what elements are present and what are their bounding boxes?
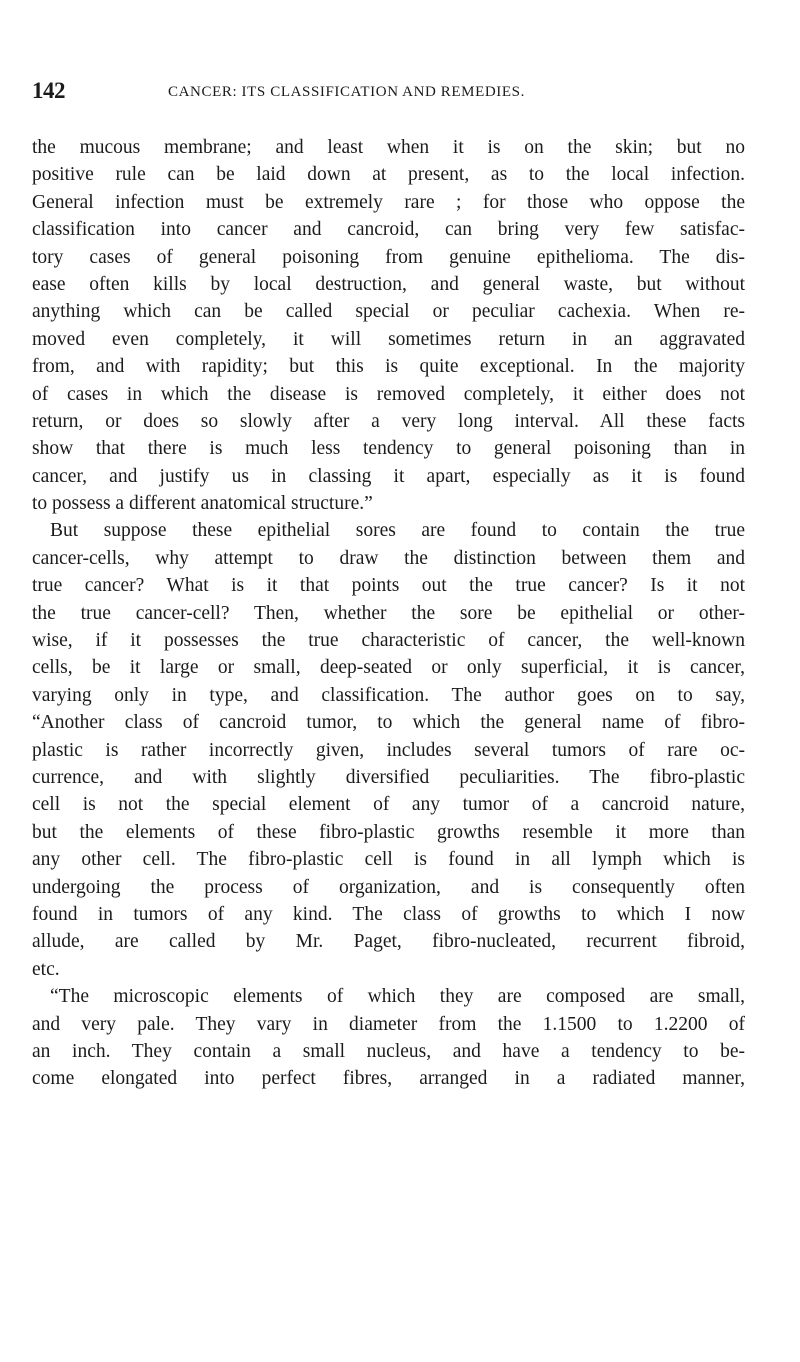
text-line: General infection must be extremely rare ; for those who oppose the: [32, 191, 745, 213]
text-line: positive rule can be laid down at present, as to the local infection.: [32, 164, 745, 186]
text-line: plastic is rather incorrectly given, includes several tumors of rare oc-: [32, 739, 745, 761]
text-line: of cases in which the disease is removed completely, it either does not: [32, 383, 745, 405]
text-line: allude, are called by Mr. Paget, fibro-nucleated, recurrent fibroid,: [32, 931, 745, 953]
text-line: ease often kills by local destruction, and general waste, but without: [32, 273, 745, 295]
text-line: “Another class of cancroid tumor, to which the general name of fibro-: [32, 712, 745, 734]
text-line: from, and with rapidity; but this is quite exceptional. In the majority: [32, 356, 745, 378]
text-line: “The microscopic elements of which they are composed are small,: [50, 986, 745, 1008]
text-line: varying only in type, and classification. The author goes on to say,: [32, 684, 745, 706]
text-line: cells, be it large or small, deep-seated or only superficial, it is cancer,: [32, 657, 745, 679]
text-line: to possess a different anatomical structure.”: [32, 493, 373, 515]
text-line: classification into cancer and cancroid, can bring very few satisfac-: [32, 219, 745, 241]
text-line: currence, and with slightly diversified peculiarities. The fibro-plastic: [32, 766, 745, 788]
text-line: show that there is much less tendency to general poisoning than in: [32, 438, 745, 460]
text-line: anything which can be called special or peculiar cachexia. When re-: [32, 301, 745, 323]
page-number: 142: [32, 78, 65, 103]
text-line: etc.: [32, 958, 60, 980]
text-line: undergoing the process of organization, and is consequently often: [32, 876, 745, 898]
body-text: [32, 134, 745, 1093]
text-line: true cancer? What is it that points out the true cancer? Is it not: [32, 575, 745, 597]
text-line: cancer, and justify us in classing it apart, especially as it is found: [32, 465, 745, 487]
text-line: the mucous membrane; and least when it is on the skin; but no: [32, 137, 745, 158]
page-header: [32, 78, 752, 108]
text-line: But suppose these epithelial sores are found to contain the true: [50, 520, 745, 542]
text-line: tory cases of general poisoning from genuine epithelioma. The dis-: [32, 246, 745, 268]
text-line: but the elements of these fibro-plastic growths resemble it more than: [32, 821, 745, 843]
text-line: and very pale. They vary in diameter from the 1.1500 to 1.2200 of: [32, 1013, 745, 1035]
text-line: cancer-cells, why attempt to draw the distinction between them and: [32, 547, 745, 569]
text-line: cell is not the special element of any tumor of a cancroid nature,: [32, 794, 745, 816]
text-line: come elongated into perfect fibres, arranged in a radiated manner,: [32, 1068, 745, 1090]
text-line: return, or does so slowly after a very long interval. All these facts: [32, 410, 745, 432]
text-line: an inch. They contain a small nucleus, and have a tendency to be-: [32, 1040, 745, 1062]
running-head: CANCER: ITS CLASSIFICATION AND REMEDIES.: [168, 84, 525, 100]
text-line: wise, if it possesses the true characteristic of cancer, the well-known: [32, 630, 745, 652]
text-line: moved even completely, it will sometimes return in an aggravated: [32, 328, 745, 350]
text-line: found in tumors of any kind. The class of growths to which I now: [32, 903, 745, 925]
text-line: the true cancer-cell? Then, whether the sore be epithelial or other-: [32, 602, 745, 624]
text-line: any other cell. The fibro-plastic cell is found in all lymph which is: [32, 849, 745, 871]
